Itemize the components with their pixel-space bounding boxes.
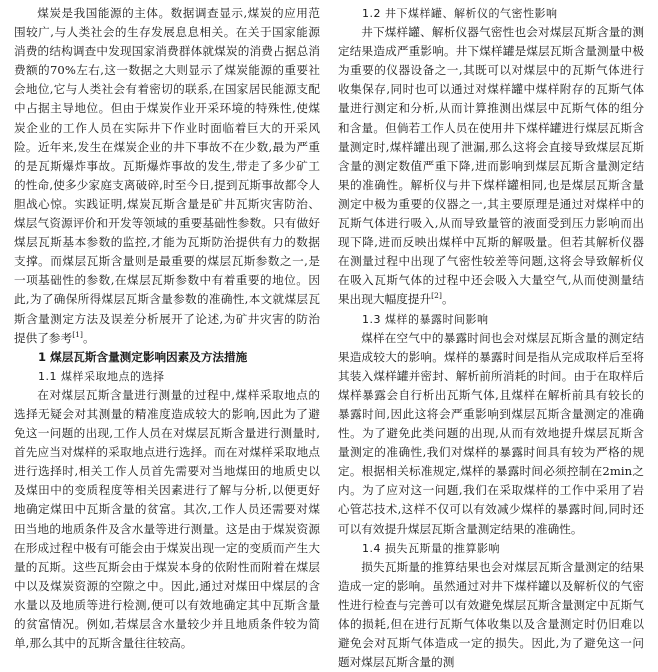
intro-paragraph — [14, 4, 320, 348]
left-column — [14, 4, 320, 653]
section-1-4-paragraph: 损失瓦斯量的推算结果也会对煤层瓦斯含量测定的结果造成一定的影响。虽然通过对井下煤样罐以及解析仪的气密性进行检查与完善可以有效避免煤层瓦斯含量测定中瓦斯气体的损耗,但在进行瓦斯气体收集以及含量测定时仍旧难以避免会对瓦斯气体造成一定的损失。因此,为了避免这一问题对煤层瓦斯含量的测 — [338, 559, 644, 670]
section-1-2-text: 井下煤样罐、解析仪器气密性也会对煤层瓦斯含量的测定结果造成严重影响。井下煤样罐是煤层瓦斯含量测量中极为重要的仪器设备之一,其既可以对煤层中的瓦斯气体进行收集保存,同时也可以通过对煤样罐中煤样附存的瓦斯气体量进行测定和分析,从而计算推测出煤层中瓦斯气体的组分和含量。但倘若工作人员在使用井下煤样罐进行煤层瓦斯含量测定时,煤样罐出现了泄漏,那么这将会直接导致煤层瓦斯含量的测定数值严重下降,进而影响到煤层瓦斯含量测定结果的准确性。解析仪与井下煤样罐相同,也是煤层瓦斯含量测定中极为重要的仪器之一,其主要原理是通过对煤样中的瓦斯气体进行吸入,从而导致量管的液面受到压力影响而出现下降,进而反映出煤样中瓦斯的解吸量。但若其解析仪器在测量过程中出现了气密性较差等问题,这将会导致解析仪在吸入瓦斯气体的过程中还会吸入大量空气,从而使测量结果出现大幅度提升 — [338, 25, 644, 307]
section-1-1-paragraph: 在对煤层瓦斯含量进行测量的过程中,煤样采取地点的选择无疑会对其测量的精准度造成较大的影响,因此为了避免这一问题的出现,工作人员在对煤层瓦斯含量进行测量时,首先应当对煤样的采取地点进行选择。而在对煤样采取地点进行选择时,相关工作人员首先需要对当地煤田的地质史以及煤田中的变质程度等相关因素进行了解与分析,以便更好地确定煤田中瓦斯含量的贫富。其次,工作人员还需要对煤田当地的地质条件及含水量等进行测量。这是由于煤炭资源在形成过程中极有可能会由于煤炭出现一定的变质而产生大量的瓦斯。这些瓦斯会由于煤炭本身的依附性而附着在煤层中以及煤炭资源的空隙之中。因此,通过对煤田中煤层的含水量以及地质等进行检测,便可以有效地确定其中瓦斯含量的贫富情况。例如,若煤层含水量较少并且地质条件较为简单,那么其中的瓦斯含量往往较高。 — [14, 387, 320, 651]
intro-end: 。 — [83, 330, 95, 345]
intro-text: 煤炭是我国能源的主体。数据调查显示,煤炭的应用范围较广,与人类社会的生存发展息息相关。在关于国家能源消费的结构调查中发现国家消费群体就煤炭的消费占据总消费额的70%左右,这一数据之大则显示了煤炭能源的重要社会地位,它与人类社会有着密切的联系,在国家居民能源支配中占据主导地位。但由于煤炭作业开采环境的特殊性,使煤炭企业的工作人员在实际井下作业时面临着巨大的开采风险。近年来,发生在煤炭企业的井下事故不在少数,最为严重的是瓦斯爆炸事故。瓦斯爆炸事故的发生,带走了多少矿工的性命,使多少家庭支离破碎,时至今日,提到瓦斯事故都令人胆战心惊。实践证明,煤炭瓦斯含量是矿井瓦斯灾害防治、煤层气资源评价和开发等领域的重要基础性参数。只有做好煤层瓦斯基本参数的监控,才能为瓦斯防治提供有力的数据支撑。而煤层瓦斯含量则是最重要的煤层瓦斯参数之一,是一项基础性的参数,在煤层瓦斯参数中有着重要的地位。因此,为了确保所得煤层瓦斯含量参数的准确性,本文就煤层瓦斯含量测定方法及误差分析展开了论述,为矿井灾害的防治提供了参考 — [14, 6, 320, 345]
right-column — [338, 4, 644, 672]
citation-1: [1] — [72, 329, 84, 339]
citation-2: [2] — [431, 291, 442, 301]
section-1-3-heading: 1.3 煤样的暴露时间影响 — [362, 312, 489, 326]
section-1-2-end: 。 — [441, 292, 454, 307]
section-1-heading: 1 煤层瓦斯含量测定影响因素及方法措施 — [38, 349, 248, 364]
section-1-1-heading: 1.1 煤样采取地点的选择 — [38, 369, 165, 383]
section-1-2-heading: 1.2 井下煤样罐、解析仪的气密性影响 — [362, 7, 558, 20]
section-1-2-paragraph — [338, 23, 644, 309]
section-1-3-paragraph: 煤样在空气中的暴露时间也会对煤层瓦斯含量的测定结果造成较大的影响。煤样的暴露时间是指从完成取样后至将其装入煤样罐并密封、解析前所消耗的时间。由于在取样后煤样暴露会自行析出瓦斯气体,且煤样在解析前具有较长的暴露时间,因此这将会严重影响到煤层瓦斯含量测定的准确性。为了避免此类问题的出现,从而有效地提升煤层瓦斯含量测定的准确性,我们对煤样的暴露时间具有较为严格的规定。根据相关标准规定,煤样的暴露时间必须控制在2min之内。为了应对这一问题,我们在采取煤样的工作中采用了岩心管芯技术,这样不仅可以有效减少煤样的暴露时间,同时还可以有效提升煤层瓦斯含量测定结果的准确性。 — [338, 330, 644, 536]
section-1-4-heading: 1.4 损失瓦斯量的推算影响 — [362, 541, 500, 555]
